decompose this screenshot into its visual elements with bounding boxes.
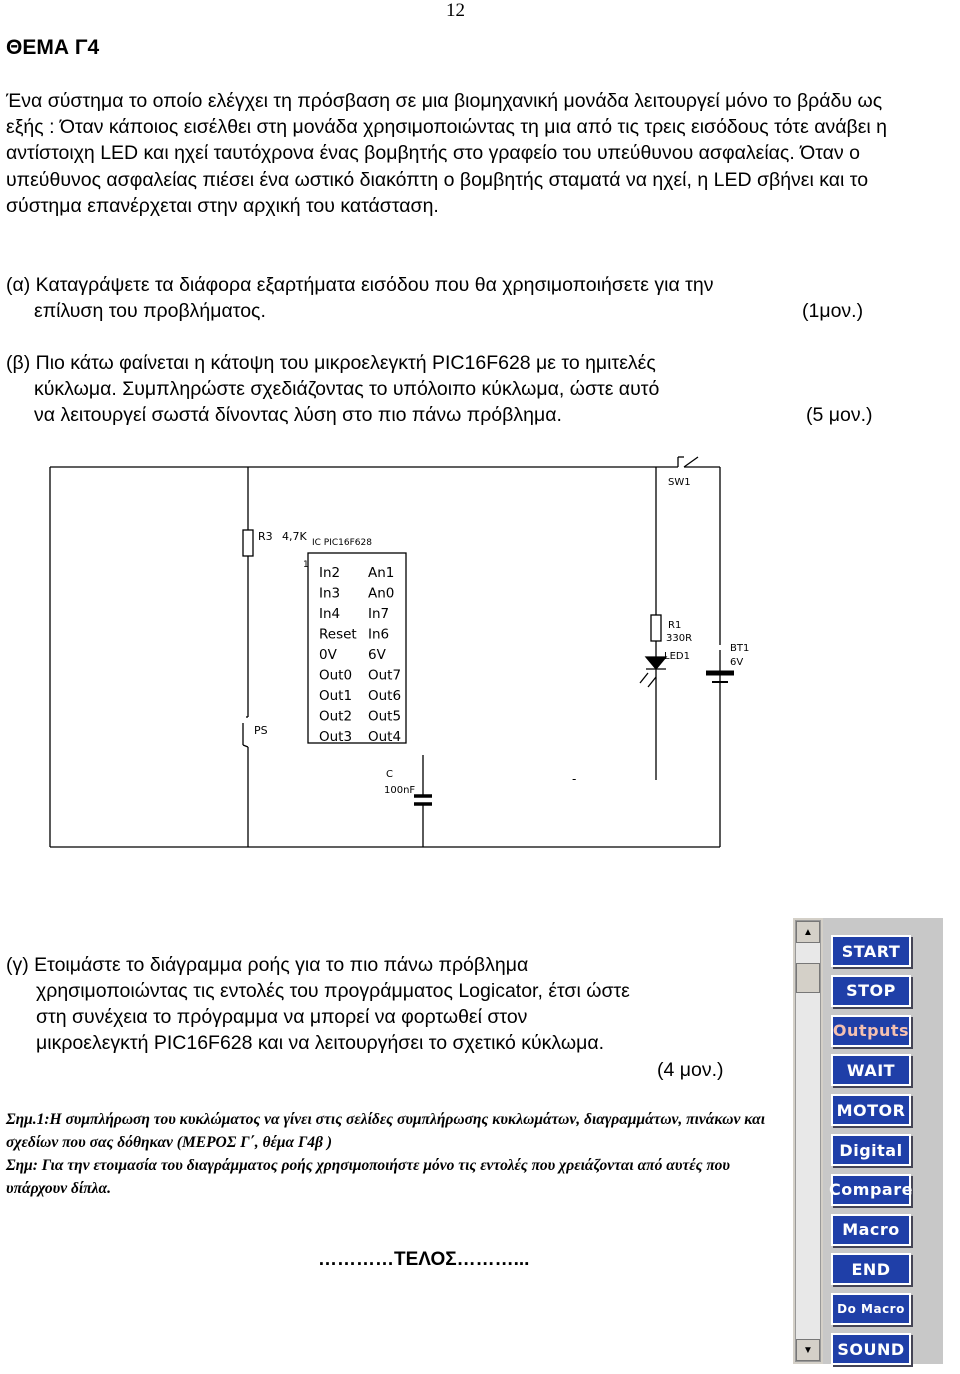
page-title: ΘΕΜΑ Γ4	[6, 36, 100, 59]
r3-value: 4,7K	[282, 530, 307, 543]
palette-button-end[interactable]: END	[831, 1253, 911, 1285]
ic-left-pin-label: Out1	[319, 688, 353, 704]
palette-scroll-area	[793, 918, 823, 1364]
palette-button-start[interactable]: START	[831, 935, 911, 967]
question-c-line3: στη συνέχεια το πρόγραμμα να μπορεί να φορτωθεί στον	[36, 1006, 528, 1028]
palette-button-sound[interactable]: SOUND	[831, 1333, 911, 1365]
question-a-line2: επίλυση του προβλήματος.	[34, 300, 266, 322]
palette-button-outputs[interactable]: Outputs	[831, 1015, 911, 1047]
scroll-up-icon[interactable]: ▲	[796, 921, 820, 943]
ic-right-pin-label: 6V	[368, 647, 386, 663]
ic-left-pin-label: In4	[319, 606, 341, 622]
question-b-line3: να λειτουργεί σωστά δίνοντας λύση στο πιο πάνω πρόβλημα.	[34, 404, 562, 426]
palette-button-macro[interactable]: Macro	[831, 1214, 911, 1246]
ps-label: PS	[254, 724, 268, 737]
ic-right-pin-label: An1	[368, 565, 395, 581]
minus-mark: -	[572, 772, 577, 786]
ic-right-pin-label: Out5	[368, 708, 402, 725]
notes-block	[6, 1108, 766, 1200]
circuit-diagram	[50, 455, 750, 855]
question-c-line1: (γ) Ετοιμάστε το διάγραμμα ροής για το πιο πάνω πρόβλημα	[6, 954, 529, 976]
page-number: 12	[446, 0, 465, 21]
ic-left-pin-label: 0V	[319, 647, 337, 663]
palette-button-digital[interactable]: Digital	[831, 1134, 911, 1166]
ic-right-pin-label: Out6	[368, 688, 402, 704]
sw1-label: SW1	[668, 477, 691, 488]
bt1-label: BT1	[730, 643, 750, 654]
question-b-line2: κύκλωμα. Συμπληρώστε σχεδιάζοντας το υπόλοιπο κύκλωμα, ώστε αυτό	[34, 378, 660, 400]
ic-left-pin-label: Reset	[319, 626, 357, 643]
question-b-marks: (5 μον.)	[806, 404, 873, 426]
palette-button-do-macro[interactable]: Do Macro	[831, 1293, 911, 1325]
ic-right-pin-label: In7	[368, 606, 390, 622]
question-a-marks: (1μον.)	[802, 300, 864, 322]
ic-label: IC PIC16F628	[312, 538, 372, 548]
intro-paragraph: Ένα σύστημα το οποίο ελέγχει τη πρόσβαση σε μια βιομηχανική μονάδα λειτουργεί μόνο το βράδυ ως εξής : Όταν κάποιος εισέλθει στη μονάδα χρησιμοποιώντας τη μια από τις τρεις εισόδους τότε ανάβει η αντίστοιχη LED και ηχεί ταυτόχρονα ένας βομβητής στο γραφείο του υπεύθυνου ασφαλείας. Όταν ο υπεύθυνος ασφαλείας πιέσει ένα ωστικό διακόπτη ο βομβητής σταματά να ηχεί, η LED σβήνει και το σύστημα επανέρχεται στην αρχική του κατάσταση.	[6, 90, 887, 217]
ic-left-pin-label: Out3	[319, 729, 353, 745]
question-c-line2: χρησιμοποιώντας τις εντολές του προγράμματος Logicator, έτσι ώστε	[36, 980, 630, 1002]
palette-button-stop[interactable]: STOP	[831, 975, 911, 1007]
c-value: 100nF	[384, 785, 416, 796]
ic-right-pin-label: In6	[368, 626, 390, 643]
c-label: C	[386, 769, 393, 780]
r3-label: R3	[258, 530, 273, 543]
r1-value: 330R	[666, 633, 693, 644]
r1-label: R1	[668, 620, 682, 631]
scroll-thumb[interactable]	[796, 963, 820, 993]
palette-button-wait[interactable]: WAIT	[831, 1054, 911, 1086]
question-c-line4: μικροελεγκτή PIC16F628 και να λειτουργήσει το σχετικό κύκλωμα.	[36, 1032, 605, 1054]
ic-left-pin-label: In3	[319, 585, 341, 602]
ic-right-pin-label: An0	[368, 585, 395, 602]
logicator-command-palette	[793, 918, 943, 1364]
ic-left-pin-label: Out2	[319, 708, 353, 725]
note-1: Σημ.1:Η συμπλήρωση του κυκλώματος να γίνει στις σελίδες συμπλήρωσης κυκλωμάτων, διαγραμμάτων, πινάκων και σχεδίων που σας δόθηκαν (ΜΕΡΟΣ Γ΄, θέμα Γ4β )	[6, 1111, 766, 1151]
question-b-line1: (β) Πιο κάτω φαίνεται η κάτοψη του μικροελεγκτή PIC16F628 με το ημιτελές	[6, 352, 656, 374]
pin1-label: 1	[303, 560, 309, 570]
question-a-line1: (α) Καταγράψετε τα διάφορα εξαρτήματα εισόδου που θα χρησιμοποιήσετε για την	[6, 274, 714, 296]
question-c-marks: (4 μον.)	[657, 1059, 724, 1081]
end-marker: …………ΤΕΛΟΣ………...	[318, 1249, 530, 1270]
ic-left-pin-label: In2	[319, 565, 341, 581]
ic-left-pin-label: Out0	[319, 667, 353, 684]
palette-button-motor[interactable]: MOTOR	[831, 1094, 911, 1126]
ic-right-pin-label: Out7	[368, 667, 402, 684]
scrollbar[interactable]	[795, 920, 821, 1362]
led1-label: LED1	[664, 651, 690, 662]
bt1-value: 6V	[730, 657, 744, 668]
scroll-down-icon[interactable]: ▼	[796, 1339, 820, 1361]
palette-button-compare[interactable]: Compare	[831, 1174, 911, 1206]
ic-right-pin-label: Out4	[368, 729, 402, 745]
note-2: Σημ: Για την ετοιμασία του διαγράμματος ροής χρησιμοποιήστε μόνο τις εντολές που χρειάζονται από αυτές που υπάρχουν δίπλα.	[6, 1157, 731, 1197]
